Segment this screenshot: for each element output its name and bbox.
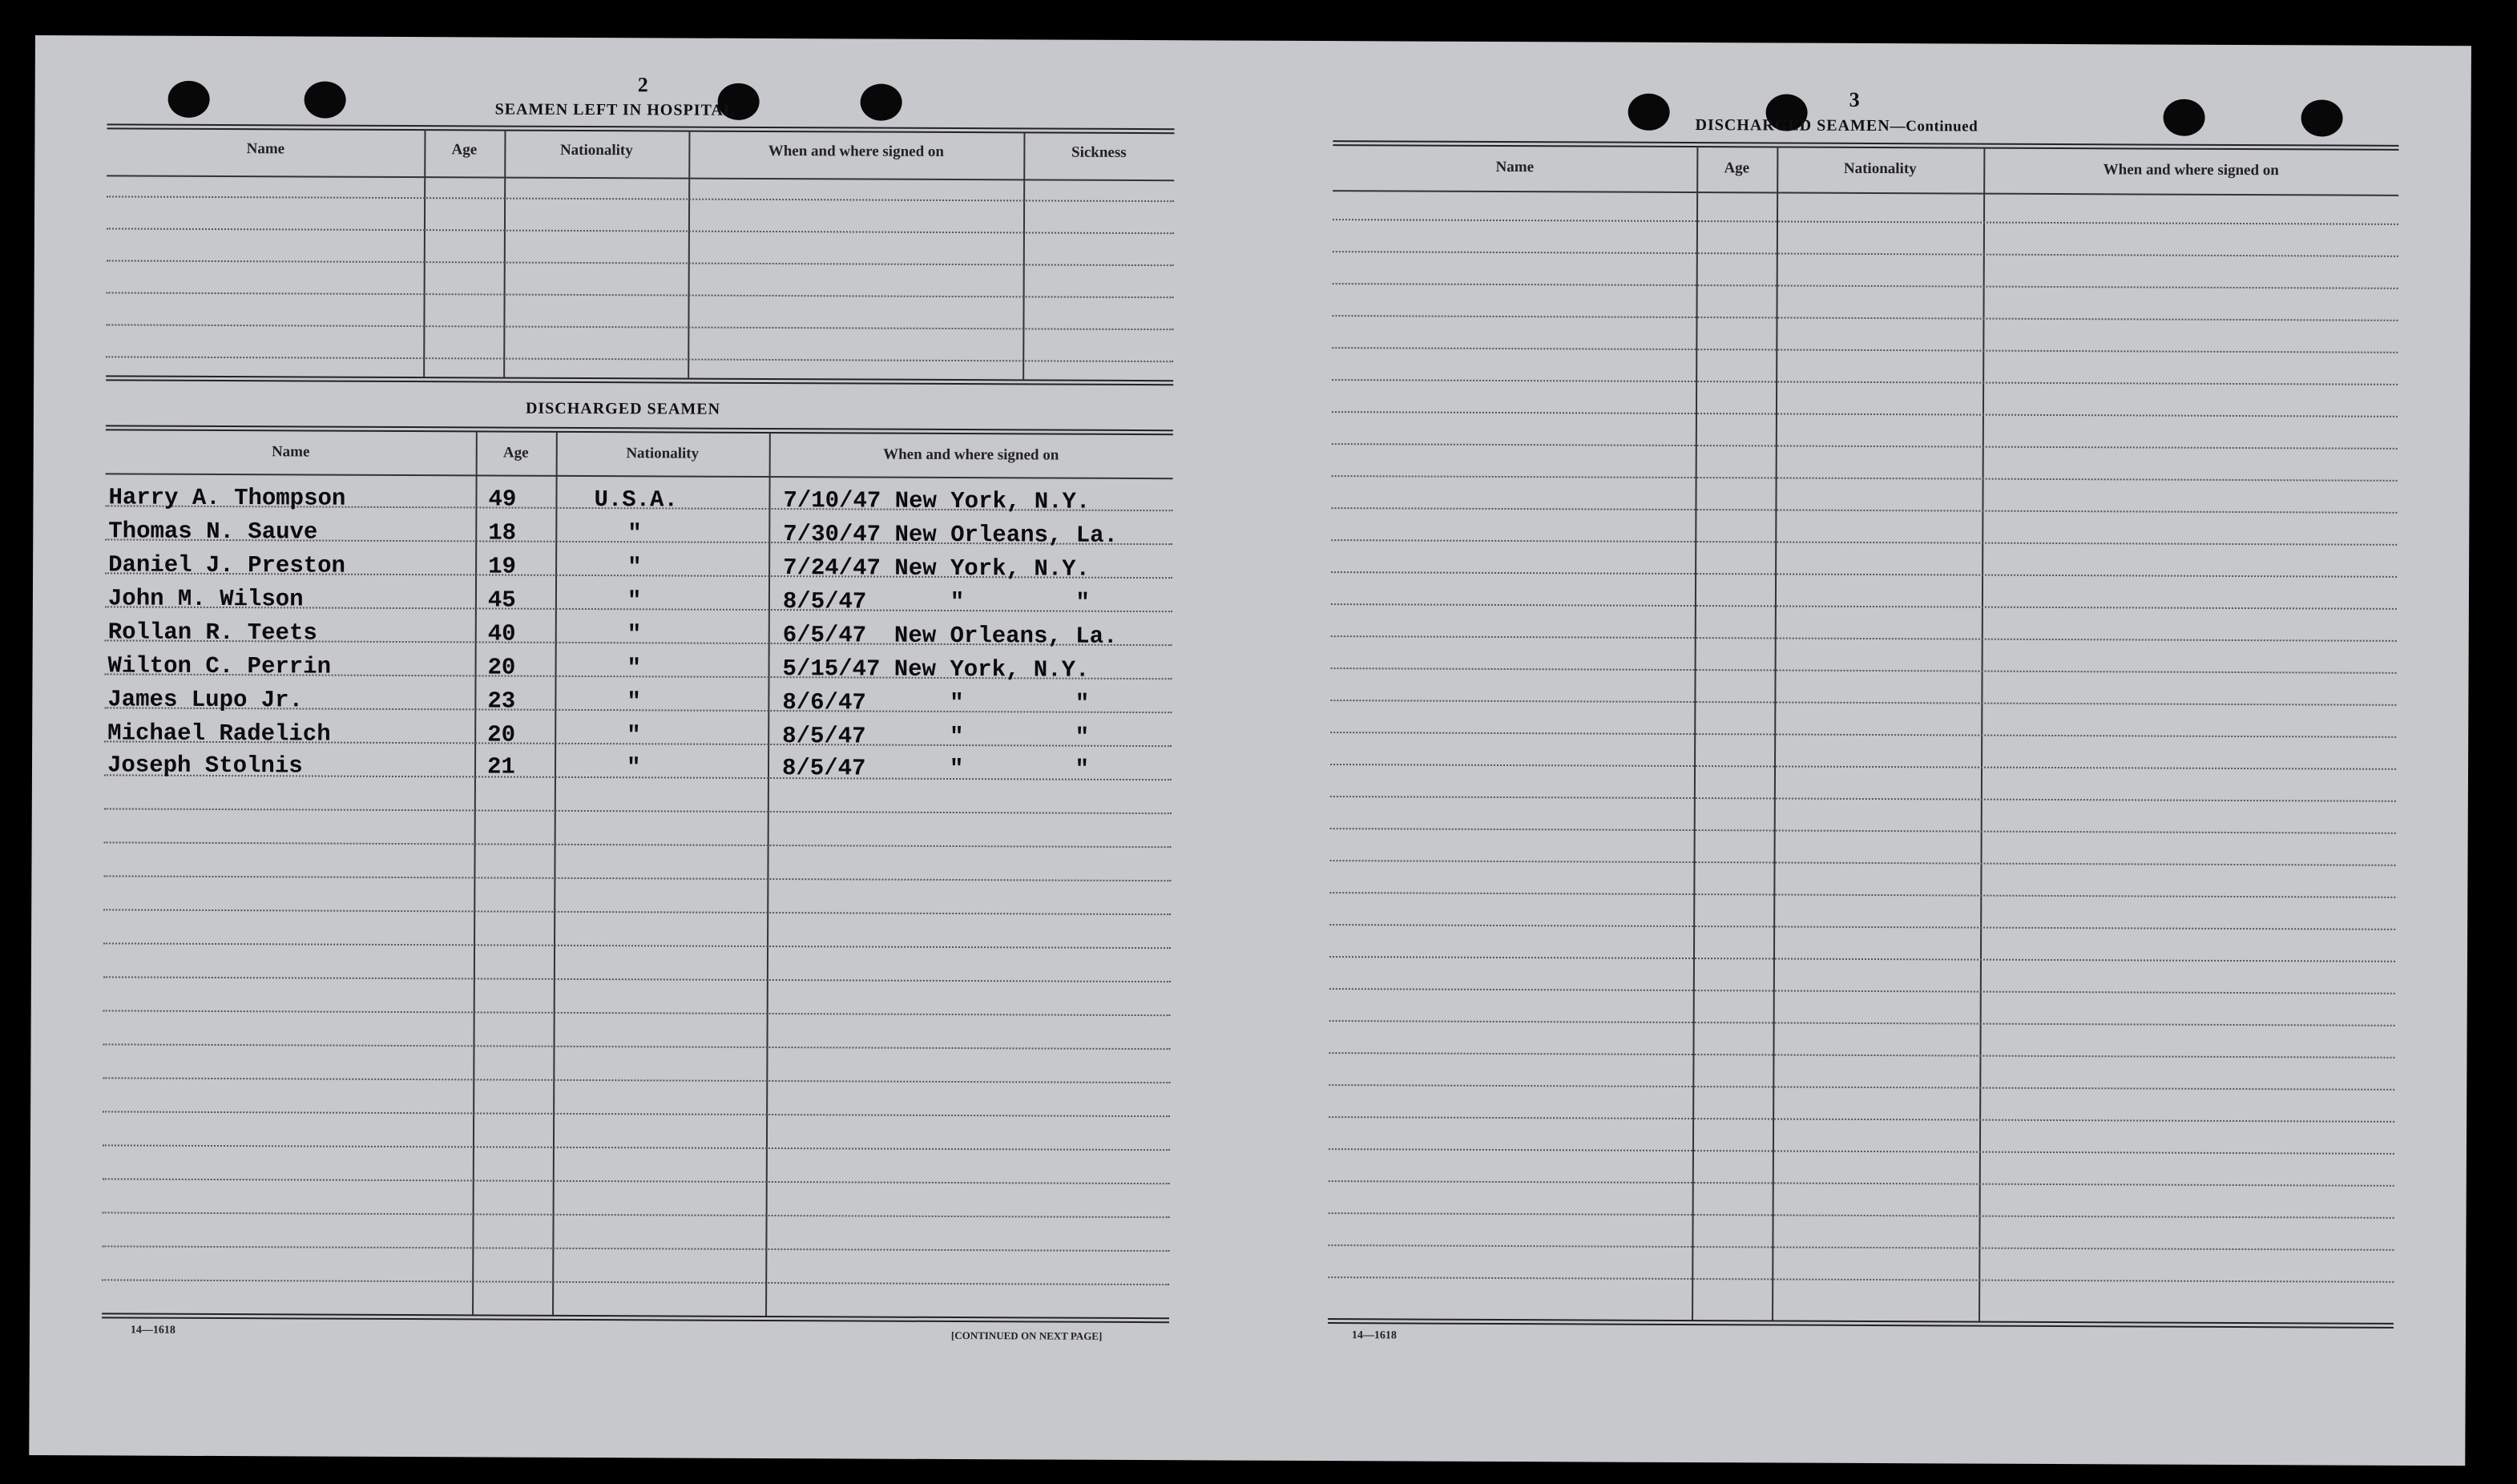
continued-ruled-lines: [1328, 41, 2399, 1323]
continued-note: [CONTINUED ON NEXT PAGE]: [950, 1329, 1103, 1342]
seaman-signed-on: 8/5/47 " ": [782, 588, 1090, 616]
seaman-age: 19: [488, 553, 516, 580]
seaman-name: Rollan R. Teets: [107, 619, 317, 647]
form-number-left: 14—1618: [130, 1324, 175, 1337]
discharged-header-name: Name: [271, 443, 310, 461]
continued-header-age: Age: [1724, 159, 1750, 177]
seaman-name: Wilton C. Perrin: [107, 652, 332, 680]
seaman-nationality: ": [627, 554, 642, 581]
seaman-age: 49: [488, 486, 517, 513]
seaman-signed-on: 8/5/47 " ": [782, 723, 1090, 751]
discharged-continued-title-suffix: —Continued: [1890, 118, 1979, 135]
seaman-name: Michael Radelich: [107, 720, 331, 748]
seaman-age: 21: [486, 753, 515, 780]
seaman-signed-on: 6/5/47 New Orleans, La.: [782, 622, 1118, 650]
seaman-name: Joseph Stolnis: [107, 752, 303, 780]
seaman-age: 20: [487, 721, 516, 748]
seaman-signed-on: 5/15/47 New York, N.Y.: [782, 655, 1090, 684]
hospital-header-nationality: Nationality: [559, 141, 633, 159]
seaman-nationality: ": [627, 655, 642, 682]
continued-header-nationality: Nationality: [1843, 159, 1917, 178]
discharged-header-nationality: Nationality: [626, 445, 700, 462]
document-scan: [29, 35, 2471, 1466]
seaman-name: John M. Wilson: [107, 585, 304, 613]
discharged-header-signed-on: When and where signed on: [883, 446, 1059, 464]
hospital-section-title: SEAMEN LEFT IN HOSPITAL: [494, 100, 736, 119]
seaman-nationality: ": [627, 722, 641, 749]
seaman-age: 18: [488, 519, 517, 546]
seaman-nationality: ": [627, 688, 641, 716]
seaman-age: 20: [487, 654, 516, 681]
seaman-signed-on: 8/5/47 " ": [781, 755, 1089, 783]
seaman-name: Daniel J. Preston: [108, 551, 346, 579]
discharged-header-age: Age: [502, 444, 529, 462]
hospital-header-name: Name: [246, 140, 285, 158]
seaman-name: Harry A. Thompson: [108, 484, 346, 512]
hospital-header-signed-on: When and where signed on: [768, 142, 945, 160]
page-number-left: 2: [637, 73, 648, 97]
page-number-right: 3: [1849, 87, 1860, 111]
seaman-nationality: U.S.A.: [594, 486, 678, 514]
seaman-signed-on: 7/30/47 New Orleans, La.: [783, 521, 1119, 549]
seaman-signed-on: 7/24/47 New York, N.Y.: [783, 554, 1091, 583]
seaman-age: 40: [487, 620, 516, 647]
discharged-continued-title-main: DISCHARGED SEAMEN: [1695, 116, 1890, 135]
seaman-nationality: ": [626, 754, 641, 781]
discharged-section-title: DISCHARGED SEAMEN: [525, 399, 721, 418]
continued-header-name: Name: [1495, 158, 1535, 176]
seaman-age: 45: [487, 587, 516, 614]
seaman-nationality: ": [627, 587, 642, 615]
hospital-header-sickness: Sickness: [1071, 143, 1127, 161]
seaman-nationality: ": [627, 520, 642, 547]
seaman-age: 23: [487, 688, 516, 715]
continued-header-signed-on: When and where signed on: [2103, 161, 2279, 179]
hospital-header-age: Age: [451, 141, 478, 159]
seaman-nationality: ": [627, 621, 642, 648]
seaman-signed-on: 8/6/47 " ": [782, 689, 1090, 717]
form-number-right: 14—1618: [1351, 1329, 1397, 1342]
seaman-name: James Lupo Jr.: [107, 686, 304, 714]
seaman-name: Thomas N. Sauve: [108, 518, 318, 546]
seaman-signed-on: 7/10/47 New York, N.Y.: [783, 487, 1091, 515]
